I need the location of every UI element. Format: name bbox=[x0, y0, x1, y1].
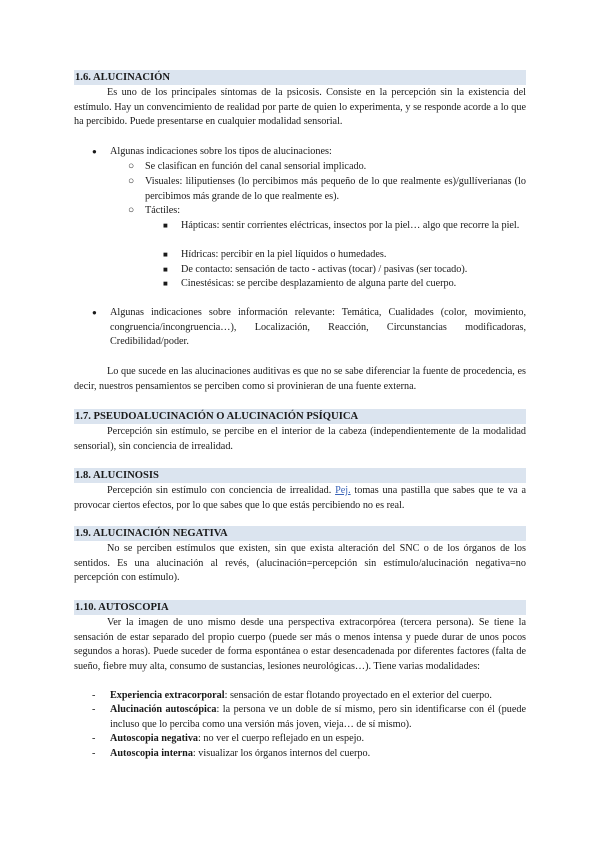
heading-alucinacion-negativa: 1.9. ALUCINACIÓN NEGATIVA bbox=[74, 526, 526, 541]
heading-pseudoalucinacion: 1.7. PSEUDOALUCINACIÓN O ALUCINACIÓN PSÍQUICA bbox=[74, 409, 526, 424]
heading-alucinosis: 1.8. ALUCINOSIS bbox=[74, 468, 526, 483]
bullet-square-icon: ■ bbox=[163, 279, 168, 288]
bullet-disc-icon: ● bbox=[92, 308, 97, 317]
heading-alucinacion: 1.6. ALUCINACIÓN bbox=[74, 70, 526, 85]
heading-autoscopia: 1.10. AUTOSCOPIA bbox=[74, 600, 526, 615]
bullet-circle-icon: ○ bbox=[128, 176, 135, 187]
bullet-circle-icon: ○ bbox=[128, 205, 135, 216]
bullet-disc-icon: ● bbox=[92, 147, 97, 156]
bullet-square-icon: ■ bbox=[163, 250, 168, 259]
list-item: Experiencia extracorporal: sensación de estar flotando proyectado en el exterior del cuerpo. bbox=[110, 690, 492, 701]
sub-contacto: De contacto: sensación de tacto - activas (tocar) / pasivas (ser tocado). bbox=[181, 264, 468, 275]
paragraph-pseudoalucinacion: Percepción sin estímulo, se percibe en el interior de la cabeza (independientemente de la modalidad sensorial), sin conciencia de irrealidad. bbox=[74, 426, 526, 452]
paragraph-alucinaciones-auditivas: Lo que sucede en las alucinaciones auditivas es que no se sabe diferenciar la fuente de procedencia, es decir, nuestros pensamientos se perciben como si provinieran de una fuente externa. bbox=[74, 366, 526, 392]
paragraph-alucinosis: Percepción sin estímulo con conciencia de irrealidad. Pej. tomas una pastilla que sabes que te va a provocar ciertos efectos, por lo que sabes que lo que estás percibiendo no es real. bbox=[74, 485, 526, 511]
sub-cinestesicas: Cinestésicas: se percibe desplazamiento de alguna parte del cuerpo. bbox=[181, 278, 457, 289]
paragraph-alucinacion-intro: Es uno de los principales síntomas de la psicosis. Consiste en la percepción sin la existencia del estímulo. Hay un convencimiento de realidad por parte de quien lo experimenta, y se responde acorde a lo que ha percibido. Puede presentarse en cualquier modalidad sensorial. bbox=[74, 87, 526, 128]
paragraph-alucinacion-negativa: No se perciben estímulos que existen, sin que exista alteración del SNC o de los órganos de los sentidos. Es una alucinación al revés, (alucinación=percepción sin estímulo/alucinación negativa=no percepción con estímulo). bbox=[74, 543, 526, 584]
bullet-tipos: Algunas indicaciones sobre los tipos de alucinaciones: bbox=[110, 146, 332, 157]
paragraph-autoscopia-intro: Ver la imagen de uno mismo desde una perspectiva extracorpórea (tercera persona). Se tiene la sensación de estar separado del propio cuerpo (puede ser más o menos intensa y puede durar de unos pocos segundos a horas). Puede suceder de forma espontánea o estar desencadenada por diferentes factores (falta de sueño, fiebre muy alta, consumo de sustancias, lesiones neurológicas…). Tiene varias modalidades: bbox=[74, 617, 526, 672]
bullet-dash-icon: - bbox=[92, 748, 96, 759]
bullet-square-icon: ■ bbox=[163, 265, 168, 274]
list-item: Autoscopia negativa: no ver el cuerpo reflejado en un espejo. bbox=[110, 733, 365, 744]
bullet-informacion-relevante: Algunas indicaciones sobre información relevante: Temática, Cualidades (color, movimiento, congruencia/incongruencia…), Localización, Reacción, Circunstancias modificadoras, Credibilidad/poder. bbox=[110, 307, 526, 348]
sub-clasifican: Se clasifican en función del canal sensorial implicado. bbox=[145, 161, 367, 172]
bullet-dash-icon: - bbox=[92, 690, 96, 701]
sub-visuales: Visuales: liliputienses (lo percibimos más pequeño de lo que realmente es)/gullíverianas (lo percibimos más grande de lo que realmente es). bbox=[145, 176, 526, 202]
list-item: Alucinación autoscópica: la persona ve un doble de sí mismo, pero sin identificarse con él (puede incluso que lo perciba como una versión más joven, vieja… de sí mismo). bbox=[110, 704, 526, 730]
pej-link[interactable]: Pej. bbox=[335, 485, 351, 496]
bullet-dash-icon: - bbox=[92, 733, 96, 744]
sub-hidricas: Hídricas: percibir en la piel líquidos o humedades. bbox=[181, 249, 387, 260]
bullet-circle-icon: ○ bbox=[128, 161, 135, 172]
bullet-square-icon: ■ bbox=[163, 221, 168, 230]
list-item: Autoscopia interna: visualizar los órganos internos del cuerpo. bbox=[110, 748, 371, 759]
sub-hapticas: Hápticas: sentir corrientes eléctricas, insectos por la piel… algo que recorre la piel. bbox=[181, 220, 520, 231]
bullet-dash-icon: - bbox=[92, 704, 96, 715]
sub-tactiles: Táctiles: bbox=[145, 205, 181, 216]
